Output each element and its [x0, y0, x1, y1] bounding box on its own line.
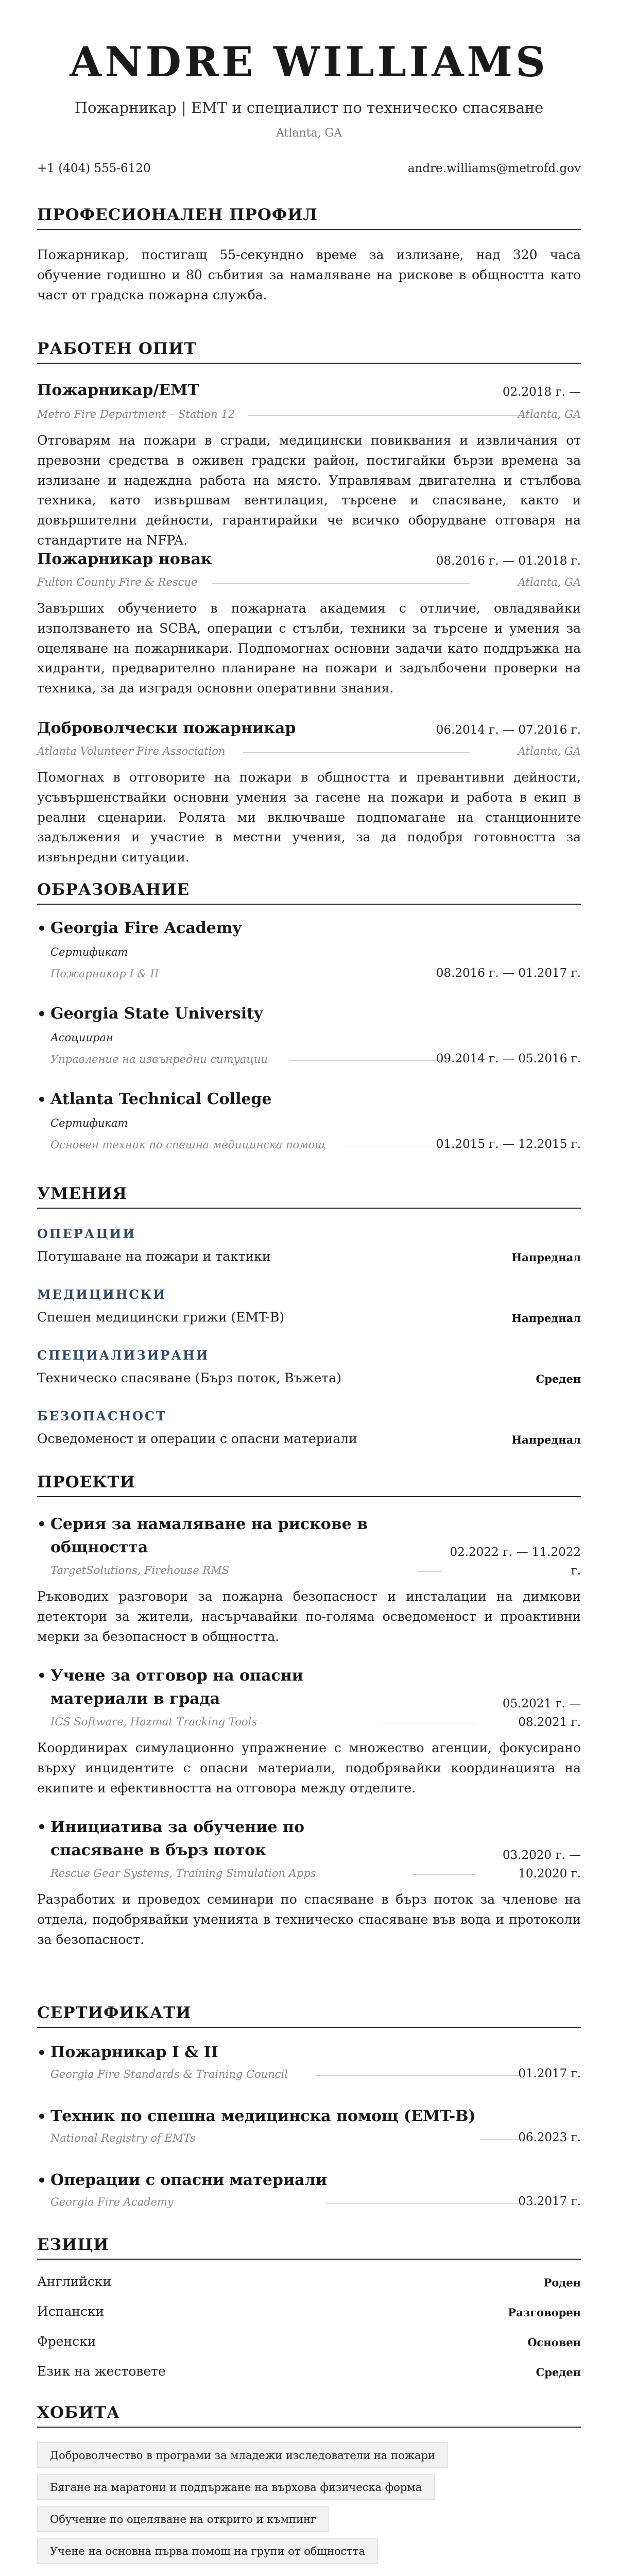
section-title-hobbies: ХОБИТА — [37, 2404, 581, 2428]
bullet-icon: • — [37, 2044, 46, 2061]
degree: Сертификат — [50, 946, 128, 958]
project-date — [447, 1695, 581, 1732]
job-location: Atlanta, GA — [518, 576, 581, 588]
job-title: Пожарникар новак — [37, 550, 212, 568]
candidate-tagline: Пожарникар | EMT и специалист по техническо спасяване — [74, 99, 544, 116]
project-date — [447, 1544, 581, 1580]
job-date: 02.2018 г. — — [502, 385, 581, 399]
project-description: Координирах симулационно упражнение с множество агенции, фокусирано върху инцидентите с опасни материали, подобрявайки координацията на екипите и ефективността на отговора между отделите. — [37, 1740, 581, 1795]
candidate-name: ANDRE WILLIAMS — [70, 38, 548, 86]
certificate-date: 01.2017 г. — [518, 2067, 581, 2080]
section-title-experience: РАБОТЕН ОПИТ — [37, 340, 581, 364]
education-date: 01.2015 г. — 12.2015 г. — [436, 1138, 581, 1151]
school-name: Georgia State University — [50, 1005, 263, 1023]
language-name: Френски — [37, 2334, 96, 2349]
certificate-title: Операции с опасни материали — [50, 2171, 327, 2189]
divider — [212, 583, 470, 584]
hobby-tag: Доброволчество в програми за младежи изследователи на пожари — [37, 2442, 448, 2468]
candidate-location: Atlanta, GA — [276, 127, 342, 140]
certificate-issuer: National Registry of EMTs — [50, 2132, 196, 2144]
language-level: Роден — [543, 2276, 581, 2289]
field-of-study: Управление на извънредни ситуации — [50, 1053, 268, 1065]
certificate-date: 03.2017 г. — [518, 2195, 581, 2208]
profile-summary: Пожарникар, постигащ 55-секундно време за излизане, над 320 часа обучение годишно и 80 събития за намаляване на рискове в общността като част от градска пожарна служба. — [37, 247, 581, 302]
school-name: Georgia Fire Academy — [50, 919, 242, 937]
project-title: Учене за отговор на опасни материали в града — [50, 1667, 303, 1708]
skill-name: Потушаване на пожари и тактики — [37, 1249, 271, 1264]
job-description: Помогнах в отговорите на пожари в общността и превантивни дейности, усъвършенствайки основни умения за гасене на пожари и работа в екип в реални сценарии. Ролята ми включваше подпомагане на станционните задължения и участие в местни учения, за да подобря готовността за извънредни ситуации. — [37, 770, 581, 865]
section-title-education: ОБРАЗОВАНИЕ — [37, 881, 581, 905]
job-organization: Fulton County Fire & Rescue — [37, 576, 198, 588]
bullet-icon: • — [37, 1091, 46, 1108]
skill-level: Среден — [536, 1372, 581, 1385]
project-technologies: TargetSolutions, Firehouse RMS — [50, 1564, 229, 1577]
skill-level: Напреднал — [511, 1433, 581, 1446]
section-title-skills: УМЕНИЯ — [37, 1185, 581, 1209]
skill-name: Спешен медицински грижи (EMT-B) — [37, 1310, 285, 1325]
divider — [243, 752, 470, 753]
certificate-issuer: Georgia Fire Academy — [50, 2196, 174, 2208]
certificate-date: 06.2023 г. — [518, 2131, 581, 2144]
language-level: Среден — [536, 2366, 581, 2379]
project-technologies: ICS Software, Hazmat Tracking Tools — [50, 1716, 257, 1728]
job-organization: Metro Fire Department – Station 12 — [37, 408, 235, 420]
job-title: Пожарникар/EMT — [37, 381, 199, 399]
project-date-end: г. — [571, 1564, 581, 1578]
bullet-icon: • — [37, 1516, 46, 1533]
skill-category: МЕДИЦИНСКИ — [37, 1287, 167, 1302]
certificate-title: Пожарникар I & II — [50, 2043, 218, 2061]
bullet-icon: • — [37, 920, 46, 937]
bullet-icon: • — [37, 1006, 46, 1023]
field-of-study: Пожарникар I & II — [50, 968, 159, 980]
project-date — [447, 1846, 581, 1883]
certificate-title: Техник по спешна медицинска помощ (EMT-B) — [50, 2107, 476, 2125]
project-title: Серия за намаляване на рискове в общността — [50, 1515, 368, 1556]
school-name: Atlanta Technical College — [50, 1090, 272, 1108]
divider — [418, 1571, 442, 1572]
divider — [325, 2203, 521, 2204]
bullet-icon: • — [37, 1819, 46, 1836]
divider — [315, 2075, 521, 2076]
hobby-tag: Бягане на маратони и поддържане на върхова физическа форма — [37, 2474, 435, 2500]
skill-category: БЕЗОПАСНОСТ — [37, 1409, 167, 1423]
section-title-languages: ЕЗИЦИ — [37, 2236, 581, 2260]
project-date-start: 03.2020 г. — — [502, 1849, 581, 1862]
project-title: Инициатива за обучение по спасяване в бърз поток — [50, 1818, 304, 1859]
project-date-start: 02.2022 г. — 11.2022 — [450, 1546, 581, 1559]
hobby-tag: Обучение по оцеляване на открито и къмпинг — [37, 2506, 329, 2532]
project-technologies: Rescue Gear Systems, Training Simulation Apps — [50, 1867, 316, 1879]
job-description: Отговарям на пожари в сгради, медицински повиквания и извличания от превозни средства в оживен градски район, постигайки бързи времена за излизане и надеждна работа на място. Управлявам двигателна и стълбова техника, като извършвам вентилация, търсене и спасяване, както и довършителни дейности, гарантирайки че всичко оборудване отговаря на стандартите на NFPA. — [37, 433, 581, 548]
job-location: Atlanta, GA — [518, 408, 581, 420]
education-date: 09.2014 г. — 05.2016 г. — [436, 1052, 581, 1065]
job-date: 08.2016 г. — 01.2018 г. — [436, 554, 581, 568]
job-organization: Atlanta Volunteer Fire Association — [37, 745, 226, 757]
divider — [248, 415, 526, 416]
section-title-profile: ПРОФЕСИОНАЛЕН ПРОФИЛ — [37, 206, 581, 230]
degree: Асоцииран — [50, 1031, 113, 1044]
project-date-end: 10.2020 г. — [518, 1867, 581, 1880]
skill-name: Техническо спасяване (Бърз поток, Въжета) — [37, 1370, 341, 1385]
field-of-study: Основен техник по спешна медицинска помощ — [50, 1139, 326, 1151]
hobby-tag: Учене на основна първа помощ на групи от общността — [37, 2538, 378, 2564]
section-title-certifications: СЕРТИФИКАТИ — [37, 2004, 581, 2028]
job-date: 06.2014 г. — 07.2016 г. — [436, 723, 581, 737]
skill-category: СПЕЦИАЛИЗИРАНИ — [37, 1348, 210, 1363]
degree: Сертификат — [50, 1117, 128, 1129]
job-location: Atlanta, GA — [518, 745, 581, 757]
email-address[interactable]: andre.williams@metrofd.gov — [407, 162, 581, 175]
job-title: Доброволчески пожарникар — [37, 719, 296, 737]
language-level: Разговорен — [508, 2306, 581, 2319]
project-description: Разработих и проведох семинари по спасяване в бърз поток за членове на отдела, подобрявайки уменията в техническо спасяване във вода и протоколи за безопасност. — [37, 1892, 581, 1947]
skill-category: ОПЕРАЦИИ — [37, 1226, 136, 1241]
skill-name: Осведоменост и операции с опасни материали — [37, 1431, 357, 1446]
skill-level: Напреднал — [511, 1312, 581, 1325]
language-name: Английски — [37, 2274, 112, 2289]
language-name: Испански — [37, 2304, 105, 2319]
language-level: Основен — [527, 2336, 581, 2349]
language-name: Език на жестовете — [37, 2364, 166, 2379]
project-date-start: 05.2021 г. — — [502, 1697, 581, 1710]
project-description: Ръководих разговори за пожарна безопасност и инсталации на димкови детектори за жители, насърчавайки по-голяма осведоменост и проактивни мерки за безопасност в общността. — [37, 1589, 581, 1644]
certificate-issuer: Georgia Fire Standards & Training Council — [50, 2068, 288, 2080]
job-description: Завърших обучението в пожарната академия с отличие, овладявайки използването на SCBA, операции с стълби, техники за търсене и умения за оцеляване на пожарникари. Подпомогнах основни задачи като поддръжка на хидранти, предварително планиране на пожари и задълбочени проверки на техника, за да изградя основни оперативни знания. — [37, 601, 581, 696]
skill-level: Напреднал — [511, 1251, 581, 1264]
phone-number[interactable]: +1 (404) 555-6120 — [37, 162, 151, 175]
bullet-icon: • — [37, 2108, 46, 2125]
divider — [413, 1874, 475, 1875]
bullet-icon: • — [37, 1667, 46, 1684]
section-title-projects: ПРОЕКТИ — [37, 1473, 581, 1497]
project-date-end: 08.2021 г. — [518, 1715, 581, 1729]
education-date: 08.2016 г. — 01.2017 г. — [436, 967, 581, 980]
bullet-icon: • — [37, 2172, 46, 2189]
